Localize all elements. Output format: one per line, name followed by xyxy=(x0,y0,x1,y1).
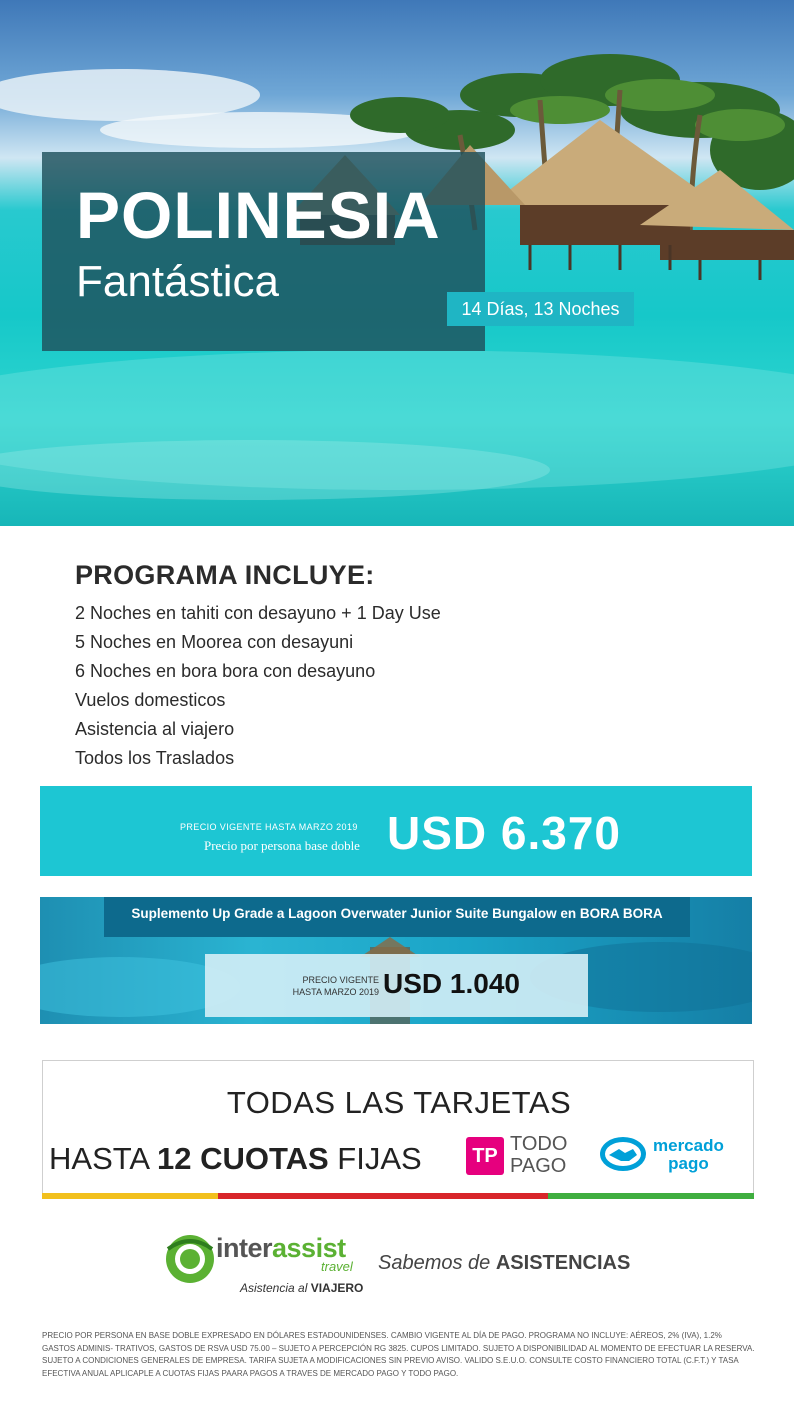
hero-banner xyxy=(0,0,794,526)
slogan-b: ASISTENCIAS xyxy=(495,1252,631,1274)
price-amount: USD 6.370 xyxy=(387,807,622,859)
mercadopago-line2: pago xyxy=(668,1154,709,1173)
brand-word-assist: assist xyxy=(272,1233,346,1263)
price-validity: PRECIO VIGENTE HASTA MARZO 2019 xyxy=(180,822,358,832)
installments-text xyxy=(49,1141,422,1177)
legal-disclaimer: PRECIO POR PERSONA EN BASE DOBLE EXPRESADO EN DÓLARES ESTADOUNIDENSES. CAMBIO VIGENTE AL DÍA DE PAGO. PROGRAMA NO INCLUYE: AÉREOS, 2% (IVA), 1.2% GASTOS ADMINIS- TRATIVOS, GASTOS DE RSVA USD 75.00 – SUJETO A PERCEPCIÓN RG 3825. CUPOS LIMITADO. SUJETO A DISPONIBILIDAD AL MOMENTO DE EFECTUAR LA RESERVA. SUJETO A CONDICIONES GENERALES DE EMPRESA. TARIFA SUJETA A MODIFICACIONES SIN PREVIO AVISO. VALIDO S.E.U.O. CONSULTE COSTO FINANCIERO TOTAL (C.F.T.) Y TASA EFECTIVA ANUAL APLICAPLE A CUOTAS FIJAS PAARA PAGOS A TRAVES DE MERCADO PAGO Y TODO PAGO. xyxy=(42,1331,755,1378)
installments-highlight: 12 CUOTAS xyxy=(156,1141,329,1176)
mercadopago-line1: mercado xyxy=(653,1136,724,1155)
upgrade-validity-line2: HASTA MARZO 2019 xyxy=(292,987,379,997)
upgrade-validity-line1: PRECIO VIGENTE xyxy=(302,975,379,985)
payment-box xyxy=(42,1060,754,1198)
price-basis: Precio por persona base doble xyxy=(204,838,360,853)
handshake-icon xyxy=(599,1135,647,1173)
destination-subtitle: Fantástica xyxy=(76,257,279,306)
slogan-a: Sabemos de xyxy=(378,1252,496,1274)
upgrade-banner: Suplemento Up Grade a Lagoon Overwater Junior Suite Bungalow en BORA BORA xyxy=(104,897,690,937)
program-item: 5 Noches en Moorea con desayuni xyxy=(75,632,354,652)
upgrade-section xyxy=(40,897,752,1024)
program-section xyxy=(75,560,441,773)
todopago-wordmark xyxy=(510,1133,567,1177)
interassist-logo xyxy=(164,1225,364,1303)
brand-tagline xyxy=(240,1281,363,1295)
installments-suffix: FIJAS xyxy=(328,1141,422,1176)
todopago-line1: TODO xyxy=(510,1133,568,1155)
installments-prefix: HASTA xyxy=(49,1141,157,1176)
price-bar xyxy=(40,786,752,876)
globe-icon xyxy=(164,1229,216,1291)
duration-badge: 14 Días, 13 Noches xyxy=(447,292,634,326)
mercadopago-wordmark xyxy=(653,1137,724,1173)
brand-word-inter: inter xyxy=(216,1233,273,1263)
slogan xyxy=(378,1252,630,1275)
program-item: Todos los Traslados xyxy=(75,748,235,768)
payment-title: TODAS LAS TARJETAS xyxy=(226,1085,572,1120)
stripe-green xyxy=(548,1193,754,1199)
program-heading: PROGRAMA INCLUYE: xyxy=(75,560,375,590)
stripe-red xyxy=(218,1193,548,1199)
brand-tagline-b: VIAJERO xyxy=(310,1281,364,1295)
program-item: Asistencia al viajero xyxy=(75,719,235,739)
upgrade-price-box xyxy=(205,954,588,1017)
todopago-logo xyxy=(466,1133,576,1181)
upgrade-validity xyxy=(279,974,379,998)
brand-travel: travel xyxy=(321,1259,353,1274)
destination-title: POLINESIA xyxy=(76,178,441,252)
mercadopago-logo xyxy=(599,1133,739,1181)
brand-tagline-a: Asistencia al xyxy=(240,1281,311,1295)
program-item: 2 Noches en tahiti con desayuno + 1 Day Use xyxy=(75,603,441,623)
title-box xyxy=(42,152,485,351)
stripe-yellow xyxy=(42,1193,218,1199)
program-item: 6 Noches en bora bora con desayuno xyxy=(75,661,376,681)
todopago-icon: TP xyxy=(466,1137,504,1175)
todopago-line2: PAGO xyxy=(510,1155,567,1177)
program-item: Vuelos domesticos xyxy=(75,690,226,710)
upgrade-amount: USD 1.040 xyxy=(383,968,520,999)
